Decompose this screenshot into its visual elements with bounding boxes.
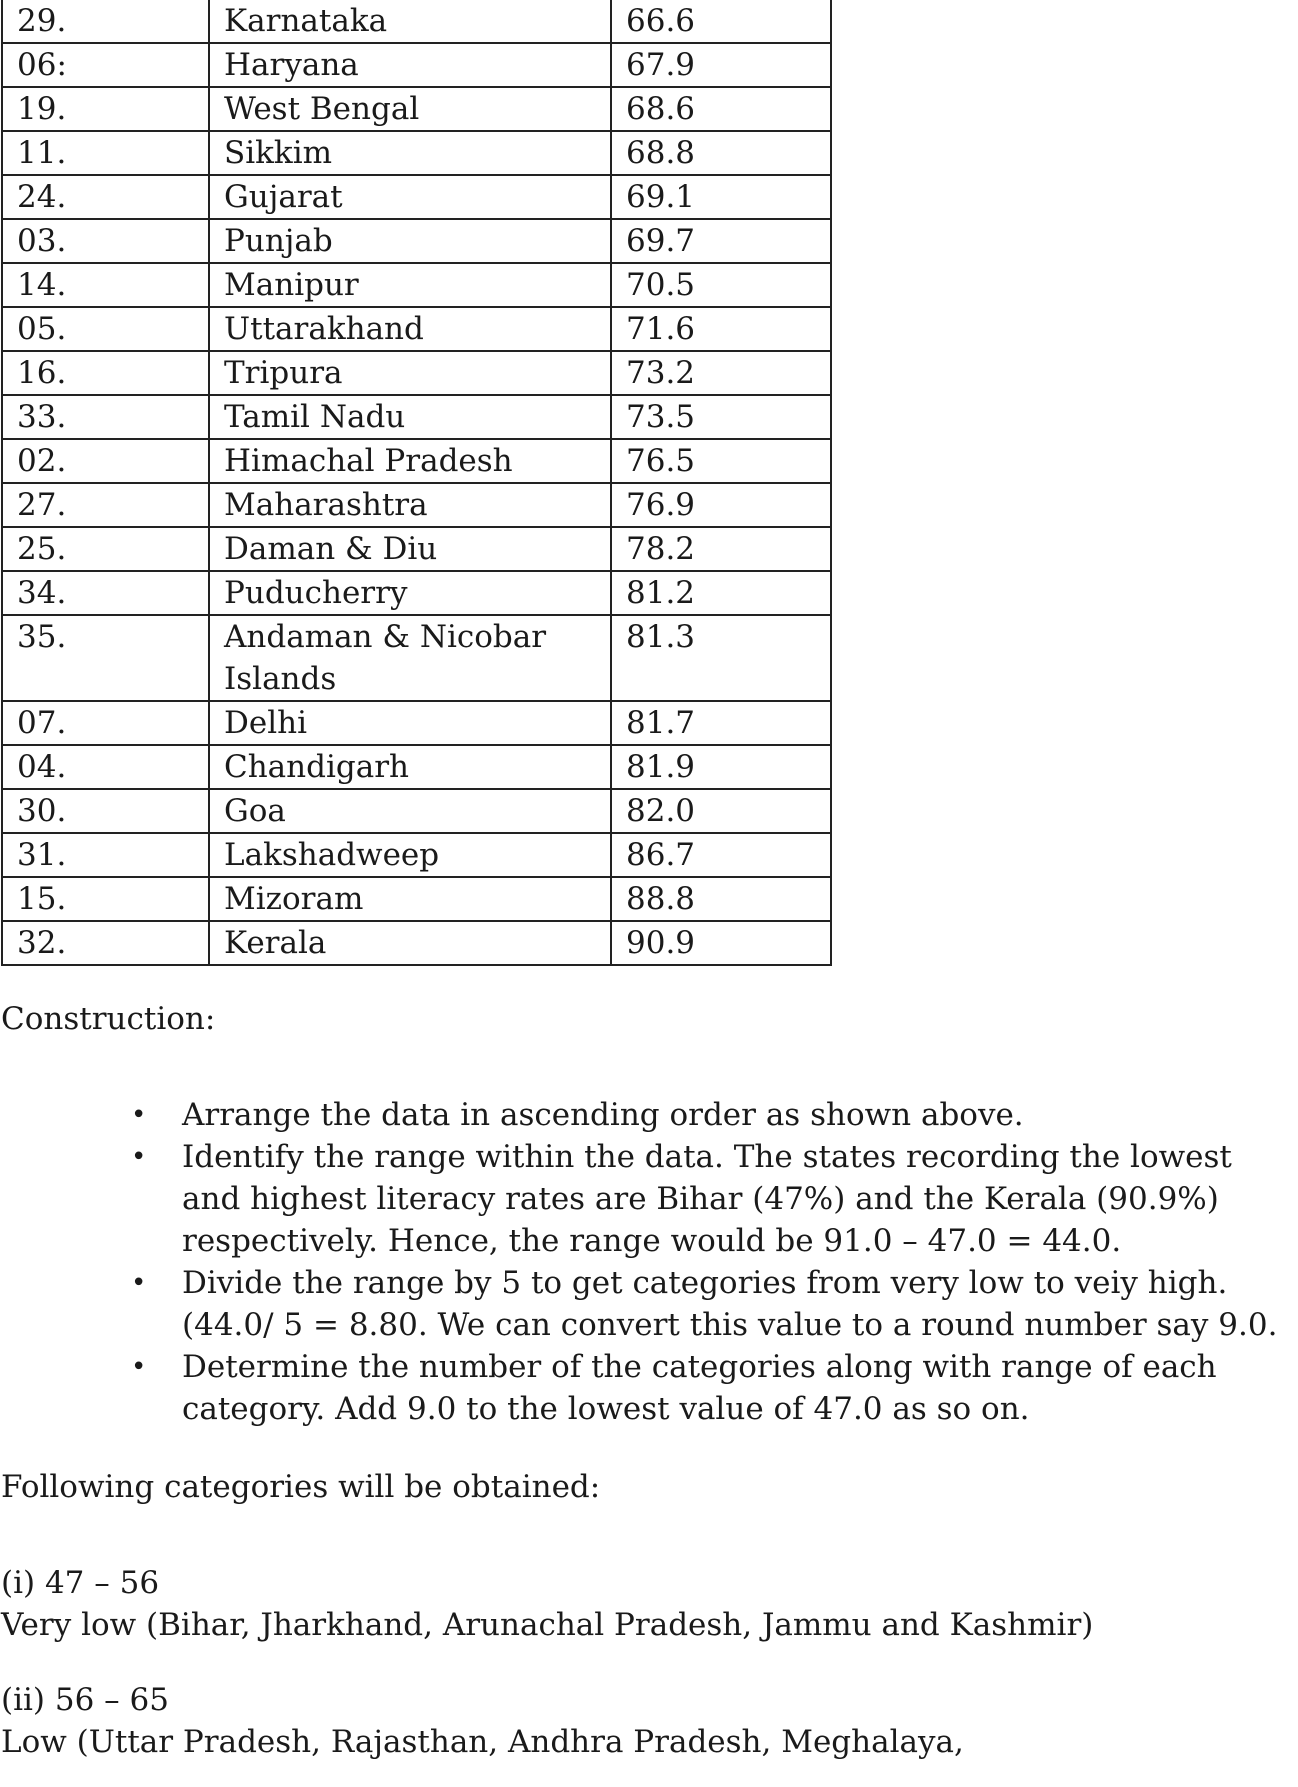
state-code-cell: 25. (2, 527, 209, 571)
table-row (2, 789, 831, 833)
state-code-cell: 30. (2, 789, 209, 833)
state-name-cell: Tripura (209, 351, 611, 395)
category-range: (i) 47 – 56 (1, 1565, 160, 1601)
literacy-rate-cell: 81.9 (611, 745, 831, 789)
state-name-cell: Mizoram (209, 877, 611, 921)
literacy-rate-cell: 67.9 (611, 43, 831, 87)
literacy-rate-cell: 76.5 (611, 439, 831, 483)
state-code-cell: 33. (2, 395, 209, 439)
table-row (2, 307, 831, 351)
state-code-cell: 06: (2, 43, 209, 87)
bullet-icon: • (131, 1100, 147, 1130)
construction-step (0, 1346, 1298, 1430)
state-code-cell: 07. (2, 701, 209, 745)
construction-step-text: Arrange the data in ascending order as shown above. (182, 1097, 1024, 1133)
table-row (2, 0, 831, 43)
literacy-rate-cell: 71.6 (611, 307, 831, 351)
state-code-cell: 14. (2, 263, 209, 307)
literacy-rate-cell: 81.2 (611, 571, 831, 615)
table-row (2, 921, 831, 965)
bullet-icon: • (131, 1352, 147, 1382)
state-code-cell: 03. (2, 219, 209, 263)
table-row (2, 483, 831, 527)
state-name-cell: Kerala (209, 921, 611, 965)
categories-heading: Following categories will be obtained: (1, 1469, 601, 1505)
state-name-cell: Sikkim (209, 131, 611, 175)
state-name-cell: Manipur (209, 263, 611, 307)
literacy-rate-cell: 73.2 (611, 351, 831, 395)
state-name-cell: Himachal Pradesh (209, 439, 611, 483)
table-row (2, 351, 831, 395)
table-row (2, 701, 831, 745)
state-name-cell: Andaman & Nicobar Islands (209, 615, 611, 701)
state-name-cell: Haryana (209, 43, 611, 87)
state-code-cell: 32. (2, 921, 209, 965)
construction-steps-list (0, 1094, 1298, 1430)
literacy-rate-cell: 69.1 (611, 175, 831, 219)
literacy-rate-cell: 88.8 (611, 877, 831, 921)
state-code-cell: 16. (2, 351, 209, 395)
table-row (2, 571, 831, 615)
literacy-rate-cell: 81.3 (611, 615, 831, 701)
table-row (2, 87, 831, 131)
literacy-rate-cell: 69.7 (611, 219, 831, 263)
literacy-rate-cell: 82.0 (611, 789, 831, 833)
construction-heading: Construction: (1, 1001, 216, 1037)
table-row (2, 219, 831, 263)
table-row (2, 877, 831, 921)
table-row (2, 527, 831, 571)
literacy-rate-cell: 66.6 (611, 0, 831, 43)
state-name-cell: Lakshadweep (209, 833, 611, 877)
state-name-cell: Goa (209, 789, 611, 833)
table-row (2, 175, 831, 219)
construction-step-text: Identify the range within the data. The states recording the lowest and highest literacy rates are Bihar (47%) and the Kerala (90.9%) respectively. Hence, the range would be 91.0 – 47.0 = 44.0. (182, 1139, 1232, 1259)
state-name-cell: Karnataka (209, 0, 611, 43)
construction-step-text: Divide the range by 5 to get categories from very low to veiy high. (44.0/ 5 = 8.80. We can convert this value to a round number say 9.0. (182, 1265, 1278, 1343)
state-code-cell: 31. (2, 833, 209, 877)
literacy-rate-cell: 86.7 (611, 833, 831, 877)
state-code-cell: 04. (2, 745, 209, 789)
literacy-rate-cell: 68.8 (611, 131, 831, 175)
state-code-cell: 27. (2, 483, 209, 527)
literacy-rate-cell: 68.6 (611, 87, 831, 131)
literacy-rate-cell: 76.9 (611, 483, 831, 527)
construction-step (0, 1262, 1298, 1346)
state-name-cell: Chandigarh (209, 745, 611, 789)
state-name-cell: Maharashtra (209, 483, 611, 527)
state-code-cell: 24. (2, 175, 209, 219)
state-code-cell: 02. (2, 439, 209, 483)
state-name-cell: Punjab (209, 219, 611, 263)
literacy-rate-cell: 78.2 (611, 527, 831, 571)
literacy-rate-table (1, 0, 832, 966)
category-description: Low (Uttar Pradesh, Rajasthan, Andhra Pradesh, Meghalaya, (1, 1724, 964, 1760)
literacy-rate-cell: 90.9 (611, 921, 831, 965)
state-code-cell: 05. (2, 307, 209, 351)
literacy-rate-cell: 70.5 (611, 263, 831, 307)
state-code-cell: 15. (2, 877, 209, 921)
table-row (2, 131, 831, 175)
state-name-cell: Tamil Nadu (209, 395, 611, 439)
construction-step (0, 1136, 1298, 1262)
table-row (2, 615, 831, 701)
category-range: (ii) 56 – 65 (1, 1682, 169, 1718)
table-row (2, 439, 831, 483)
table-row (2, 395, 831, 439)
state-name-cell: Daman & Diu (209, 527, 611, 571)
state-code-cell: 19. (2, 87, 209, 131)
construction-step-text: Determine the number of the categories along with range of each category. Add 9.0 to the lowest value of 47.0 as so on. (182, 1349, 1217, 1427)
state-name-cell: Delhi (209, 701, 611, 745)
table-row (2, 745, 831, 789)
bullet-icon: • (131, 1142, 147, 1172)
literacy-rate-cell: 81.7 (611, 701, 831, 745)
category-description: Very low (Bihar, Jharkhand, Arunachal Pradesh, Jammu and Kashmir) (1, 1607, 1094, 1643)
state-code-cell: 34. (2, 571, 209, 615)
state-code-cell: 35. (2, 615, 209, 701)
state-name-cell: Gujarat (209, 175, 611, 219)
state-code-cell: 11. (2, 131, 209, 175)
state-name-cell: Puducherry (209, 571, 611, 615)
state-name-cell: West Bengal (209, 87, 611, 131)
table-row (2, 263, 831, 307)
table-row (2, 43, 831, 87)
construction-step (0, 1094, 1298, 1136)
literacy-rate-table-body (2, 0, 831, 965)
table-row (2, 833, 831, 877)
literacy-rate-cell: 73.5 (611, 395, 831, 439)
state-code-cell: 29. (2, 0, 209, 43)
state-name-cell: Uttarakhand (209, 307, 611, 351)
bullet-icon: • (131, 1268, 147, 1298)
